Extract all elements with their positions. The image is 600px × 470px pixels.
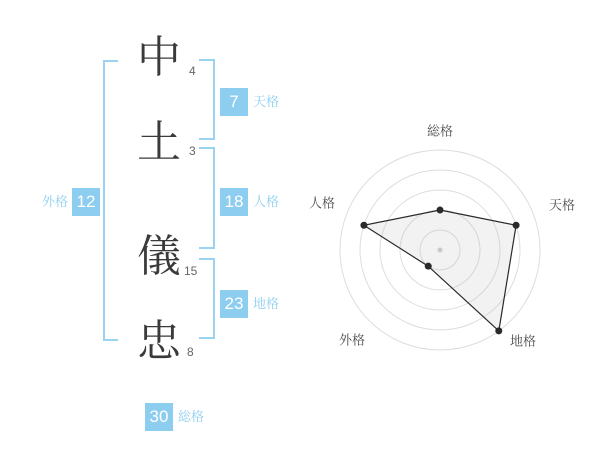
surname-char-1: 中 [137,33,181,82]
chikaku-value-badge: 23 [220,290,248,318]
jinkaku-value-badge: 18 [220,188,248,216]
radar-axis-label: 外格 [338,332,366,348]
stroke-count-given-1: 15 [184,264,198,278]
soukaku-label: 総格 [178,409,205,424]
tenkaku-value-badge: 7 [220,88,248,116]
given-char-1: 儀 [137,232,181,281]
gaikaku-bracket [103,60,118,341]
radar-chart [300,110,580,390]
stroke-count-given-2: 8 [187,345,194,359]
gaikaku-label: 外格 [42,194,69,209]
given-char-2: 忠 [137,317,181,366]
jinkaku-bracket [199,147,215,249]
tenkaku-label: 天格 [253,94,280,109]
soukaku-value-badge: 30 [145,403,173,431]
radar-axis-label: 地格 [509,333,537,349]
stroke-count-surname-1: 4 [189,64,196,78]
gaikaku-value-badge: 12 [72,188,100,216]
stroke-count-surname-2: 3 [189,144,196,158]
radar-axis-label: 天格 [548,197,576,213]
radar-axis-label: 総格 [426,123,454,139]
tenkaku-bracket [199,59,215,140]
radar-axis-label: 人格 [308,195,336,211]
chikaku-label: 地格 [253,296,280,311]
surname-char-2: 土 [137,118,181,167]
chikaku-bracket [199,258,215,339]
jinkaku-label: 人格 [253,194,280,209]
